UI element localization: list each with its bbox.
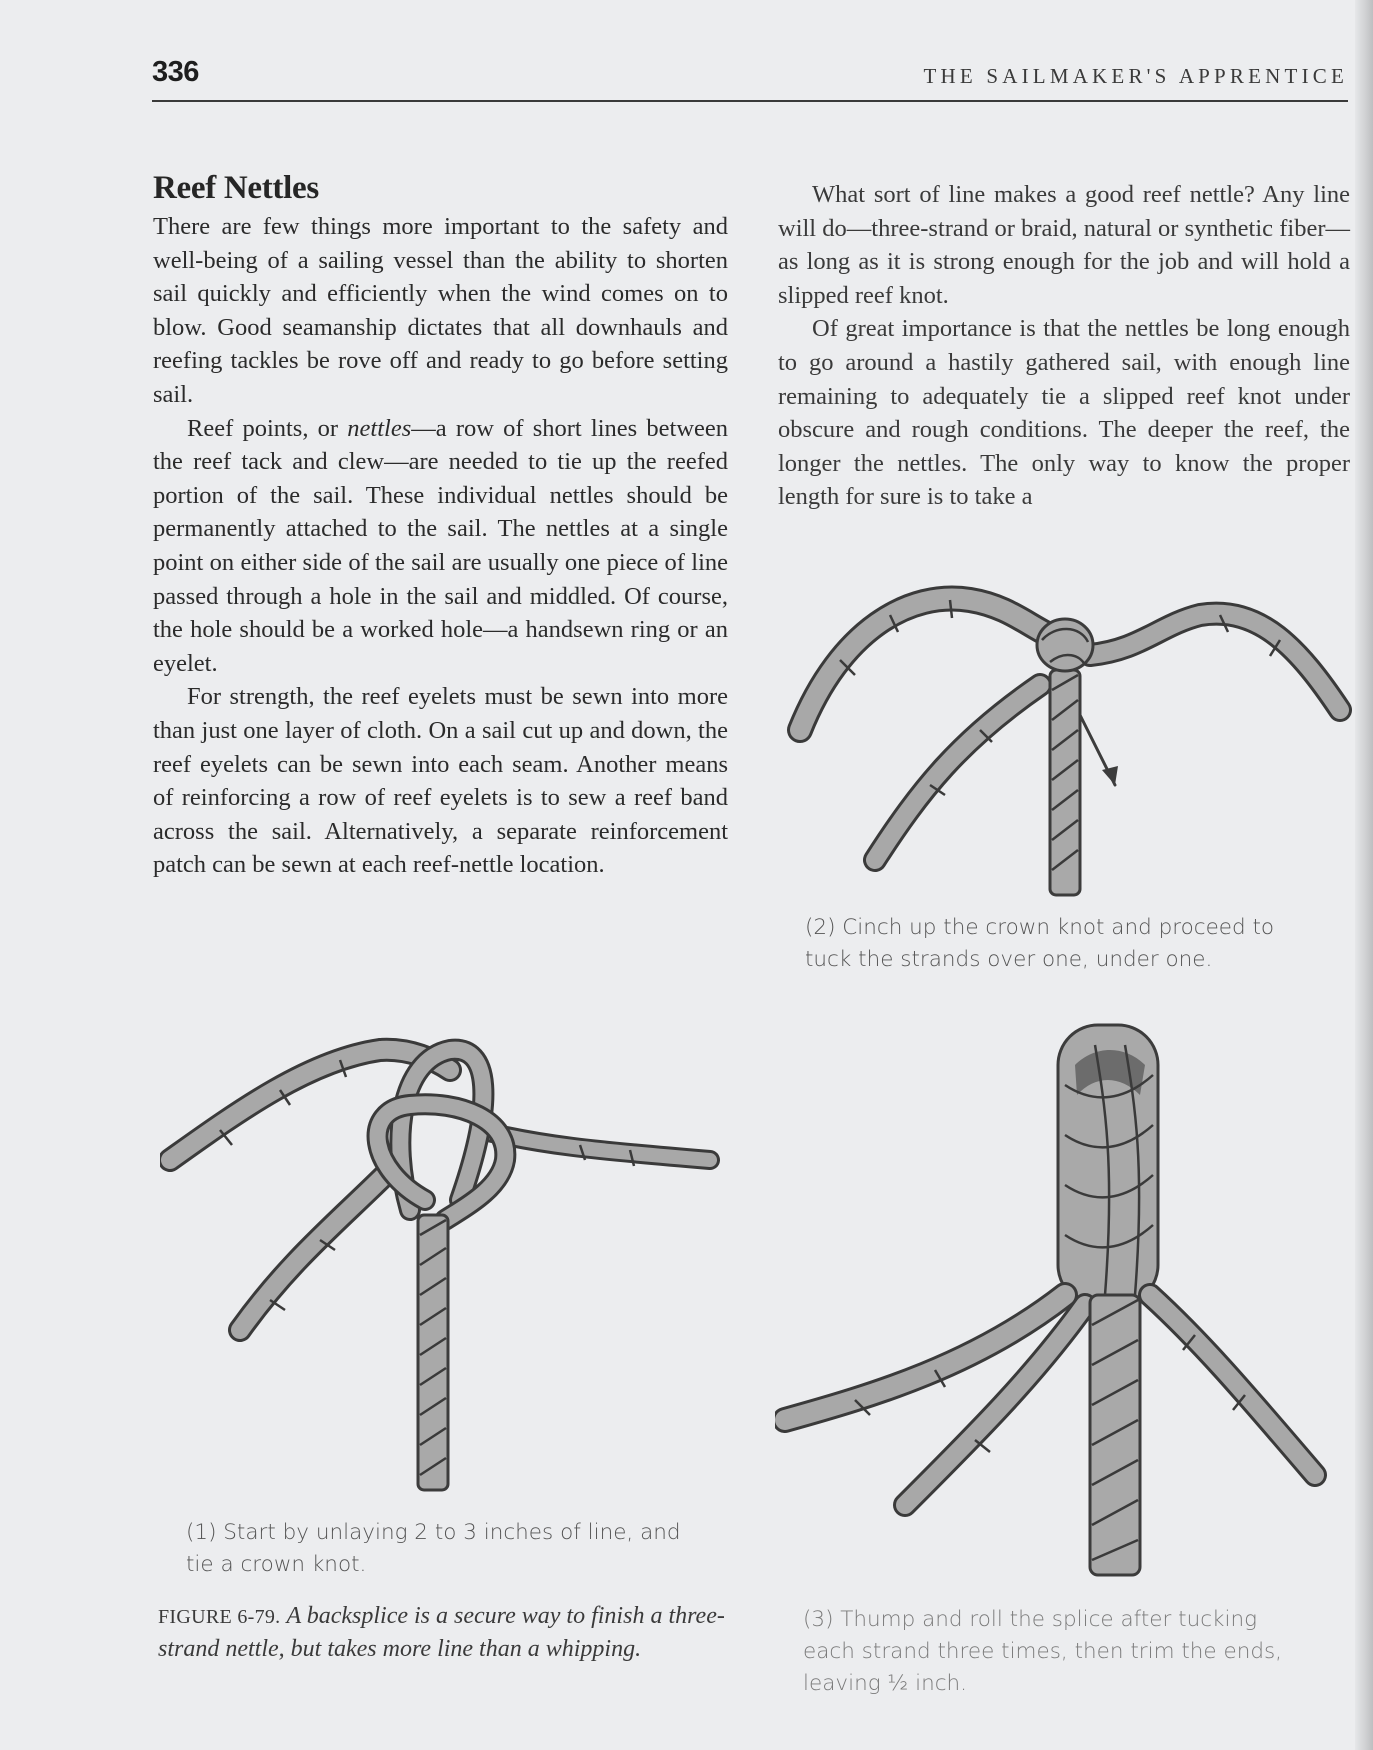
paragraph-text: Reef points, or [187,414,348,442]
figure-label: FIGURE 6-79. [158,1606,281,1628]
crown-knot-illustration [160,1020,730,1500]
section-heading: Reef Nettles [153,170,319,206]
finished-backsplice-illustration [775,1005,1355,1585]
left-column [153,168,728,882]
paragraph-text: —a row of short lines between the reef tack and clew—are needed to tie up the reefed portion of the sail. These individual nettles should be permanently attached to the sail. The nettles at a single point on either side of the sail are usually one piece of line passed through a hole in the sail and middled. Of course, the hole should be a worked hole—a handsewn ring or an eyelet. [153,414,729,677]
paragraph: There are few things more important to the safety and well-being of a sailing vessel than the ability to shorten sail quickly and efficiently when the wind comes on to blow. Good seamanship dictates that all downhauls and reefing tackles be rove off and ready to go before setting sail. [153,213,728,408]
step-2-caption: (2) Cinch up the crown knot and proceed to tuck the strands over one, under one. [805,915,1275,972]
step-1-caption: (1) Start by unlaying 2 to 3 inches of line, and tie a crown knot. [186,1520,681,1577]
step-3-caption: (3) Thump and roll the splice after tucking each strand three times, then trim the ends, leaving ½ inch. [803,1607,1283,1696]
right-column [778,178,1350,514]
paragraph: Of great importance is that the nettles be long enough to go around a hastily gathered sail, with enough line remaining to adequately tie a slipped reef knot under obscure and rough conditions. The deeper the reef, the longer the nettles. The only way to know the proper length for sure is to take a [778,315,1350,511]
cinched-crown-knot-illustration [780,570,1360,900]
running-head [152,54,1348,102]
book-title: THE SAILMAKER'S APPRENTICE [923,64,1348,88]
figure-caption-text: A backsplice is a secure way to finish a three-strand nettle, but takes more line than a whipping. [158,1603,725,1662]
paragraph: What sort of line makes a good reef nettle? Any line will do—three-strand or braid, natural or synthetic fiber—as long as it is strong enough for the job and will hold a slipped reef knot. [778,181,1350,309]
paragraph: For strength, the reef eyelets must be sewn into more than just one layer of cloth. On a sail cut up and down, the reef eyelets can be sewn into each seam. Another means of reinforcing a row of reef eyelets is to sew a reef band across the sail. Alternatively, a separate reinforcement patch can be sewn at each reef-nettle location. [153,683,728,879]
figure-caption [158,1600,728,1665]
emphasis-term: nettles [347,414,412,442]
paragraph [153,412,728,681]
page-number: 336 [152,56,199,88]
